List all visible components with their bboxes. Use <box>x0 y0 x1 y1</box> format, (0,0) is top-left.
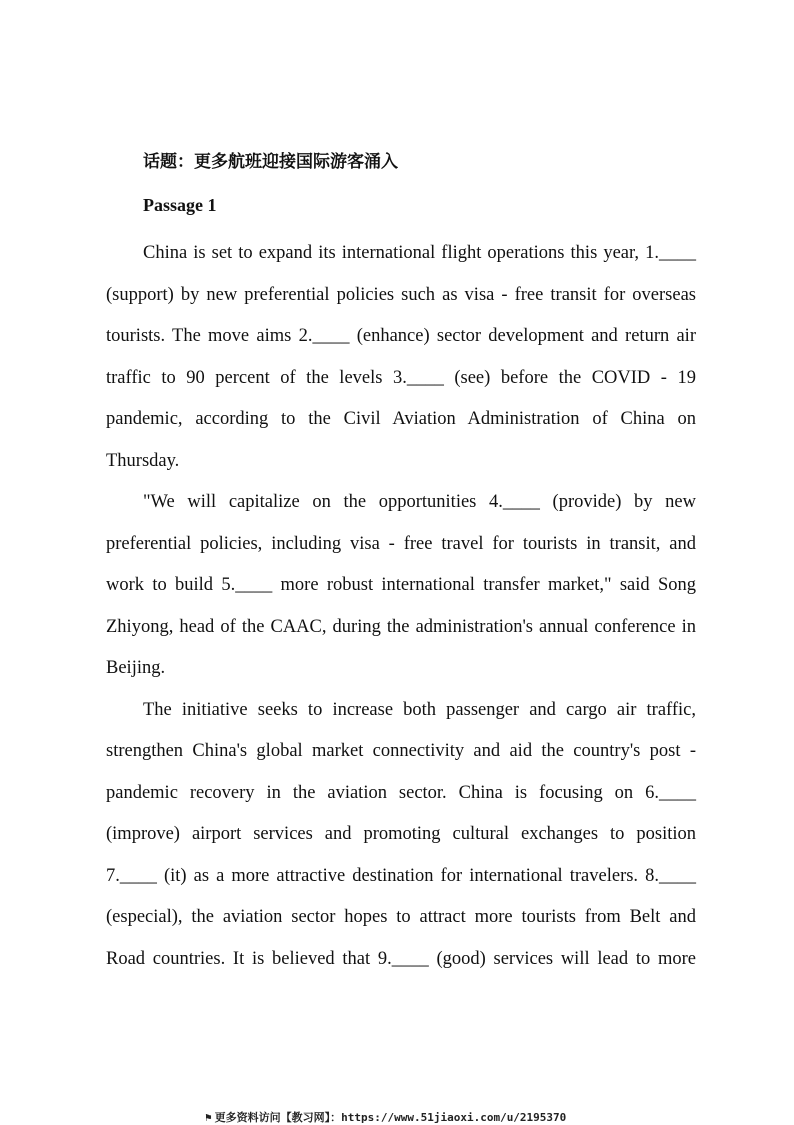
paragraph-3-line-6: (especial), the aviation sector hopes to attract more tourists from Belt and <box>106 907 696 927</box>
paragraph-1-line-5: pandemic, according to the Civil Aviation Administration of China on <box>106 409 696 429</box>
paragraph-1-line-4: traffic to 90 percent of the levels 3.____ (see) before the COVID - 19 <box>106 368 696 388</box>
footer-text: 更多资料访问【教习网】：https://www.51jiaoxi.com/u/2195370 <box>214 1111 567 1124</box>
paragraph-3-line-2: strengthen China's global market connectivity and aid the country's post - <box>106 741 696 761</box>
paragraph-2-line-4: Zhiyong, head of the CAAC, during the administration's annual conference in <box>106 617 696 637</box>
paragraph-3-line-3: pandemic recovery in the aviation sector. China is focusing on 6.____ <box>106 783 696 803</box>
paragraph-2-line-3: work to build 5.____ more robust international transfer market," said Song <box>106 575 696 595</box>
paragraph-3-line-1: The initiative seeks to increase both passenger and cargo air traffic, <box>143 700 696 720</box>
flag-icon: ⚑ <box>205 1111 212 1124</box>
paragraph-1-line-1: China is set to expand its international flight operations this year, 1.____ <box>143 243 696 263</box>
paragraph-1-line-2: (support) by new preferential policies such as visa - free transit for overseas <box>106 285 696 305</box>
passage-title: Passage 1 <box>143 195 217 215</box>
paragraph-1-line-3: tourists. The move aims 2.____ (enhance) sector development and return air <box>106 326 696 346</box>
paragraph-2-line-2: preferential policies, including visa - free travel for tourists in transit, and <box>106 534 696 554</box>
paragraph-3-line-5: 7.____ (it) as a more attractive destination for international travelers. 8.____ <box>106 866 696 886</box>
paragraph-3-line-4: (improve) airport services and promoting cultural exchanges to position <box>106 824 696 844</box>
paragraph-2-line-5: Beijing. <box>106 658 166 678</box>
paragraph-1-line-6: Thursday. <box>106 451 180 471</box>
paragraph-2-line-1: "We will capitalize on the opportunities 4.____ (provide) by new <box>143 492 696 512</box>
topic-heading: 话题：更多航班迎接国际游客涌入 <box>143 152 398 172</box>
paragraph-3-line-7: Road countries. It is believed that 9.____ (good) services will lead to more <box>106 949 696 969</box>
footer-link[interactable] <box>205 1109 566 1125</box>
